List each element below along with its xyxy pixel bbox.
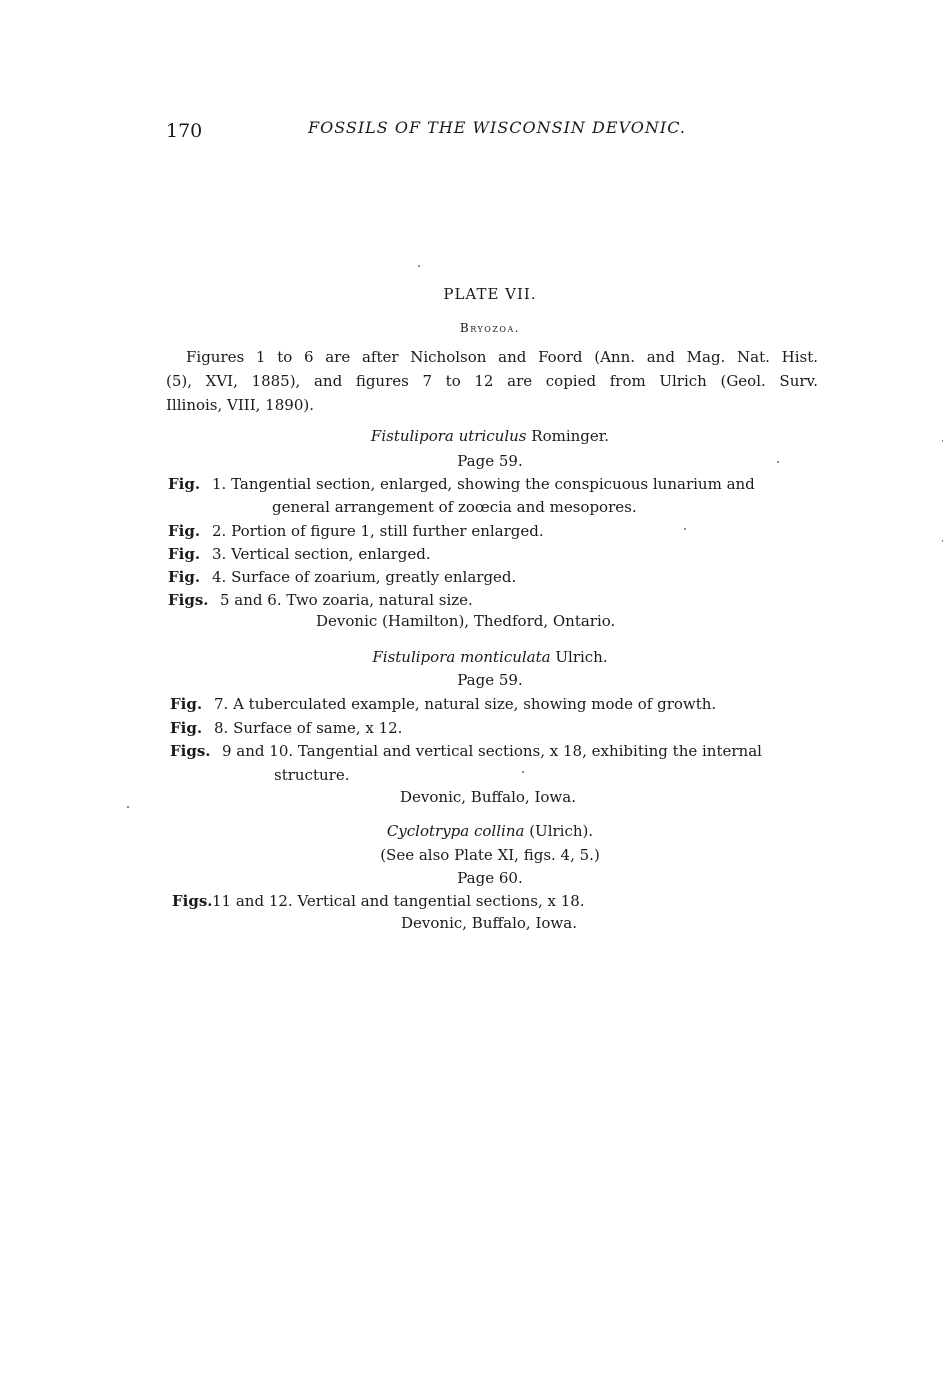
species-heading	[160, 427, 820, 445]
page-reference: Page 60.	[457, 869, 523, 887]
intro-line: (5), XVI, 1885), and figures 7 to 12 are copied from Ulrich (Geol. Surv.	[166, 372, 818, 390]
figure-caption	[170, 719, 402, 737]
scan-speck	[418, 265, 420, 267]
page-number: 170	[166, 120, 203, 142]
species-heading	[160, 648, 820, 666]
figure-label: Fig.	[170, 695, 203, 713]
scan-speck	[777, 461, 779, 463]
species-name: Fistulipora utriculus	[370, 427, 527, 445]
figure-caption	[168, 475, 755, 493]
species-author: Ulrich.	[555, 648, 608, 666]
figure-text: 9 and 10. Tangential and vertical sections, x 18, exhibiting the internal	[222, 742, 762, 760]
figure-label: Fig.	[168, 545, 201, 563]
species-heading	[160, 822, 820, 840]
page-reference: Page 59.	[457, 452, 523, 470]
figure-text: 8. Surface of same, x 12.	[214, 719, 403, 737]
species-name: Cyclotrypa collina	[386, 822, 525, 840]
plate-subtitle: Bryozoa.	[459, 321, 521, 335]
figure-text: 2. Portion of figure 1, still further enlarged.	[212, 522, 544, 540]
plate-title: PLATE VII.	[443, 285, 537, 303]
locality: Devonic, Buffalo, Iowa.	[401, 914, 577, 932]
intro-paragraph	[166, 345, 818, 417]
species-author: (Ulrich).	[529, 822, 594, 840]
figure-label: Figs.	[170, 742, 211, 760]
figure-text: 3. Vertical section, enlarged.	[212, 545, 431, 563]
page-reference: Page 59.	[457, 671, 523, 689]
figure-label: Fig.	[170, 719, 203, 737]
scan-speck	[684, 528, 686, 530]
figure-label: Fig.	[168, 568, 201, 586]
figure-label: Fig.	[168, 522, 201, 540]
figure-label: Figs.	[168, 591, 209, 609]
figure-label: Fig.	[168, 475, 201, 493]
figure-text: 7. A tuberculated example, natural size, showing mode of growth.	[214, 695, 717, 713]
locality: Devonic, Buffalo, Iowa.	[400, 788, 576, 806]
species-name: Fistulipora monticulata	[372, 648, 551, 666]
figure-text: 1. Tangential section, enlarged, showing the conspicuous lunarium and	[212, 475, 755, 493]
figure-text: 5 and 6. Two zoaria, natural size.	[220, 591, 473, 609]
running-title: FOSSILS OF THE WISCONSIN DEVONIC.	[308, 118, 686, 137]
cross-reference-note: (See also Plate XI, figs. 4, 5.)	[380, 846, 600, 864]
figure-text: 4. Surface of zoarium, greatly enlarged.	[212, 568, 517, 586]
figure-caption	[168, 545, 431, 563]
figure-label: Figs.	[172, 892, 213, 910]
scan-speck	[127, 806, 129, 808]
figure-caption-cont: structure.	[274, 766, 350, 784]
figure-caption	[170, 742, 762, 760]
species-author: Rominger.	[531, 427, 610, 445]
figure-caption	[168, 522, 544, 540]
figure-caption	[168, 591, 473, 609]
figure-caption-cont: general arrangement of zoœcia and mesopores.	[272, 498, 637, 516]
locality: Devonic (Hamilton), Thedford, Ontario.	[316, 612, 616, 630]
figure-caption	[170, 695, 716, 713]
scan-speck	[522, 771, 524, 773]
figure-caption	[172, 892, 585, 910]
intro-line: Figures 1 to 6 are after Nicholson and Foord (Ann. and Mag. Nat. Hist.	[186, 348, 818, 366]
intro-line: Illinois, VIII, 1890).	[166, 396, 314, 414]
figure-caption	[168, 568, 516, 586]
figure-text: 11 and 12. Vertical and tangential sections, x 18.	[212, 892, 585, 910]
